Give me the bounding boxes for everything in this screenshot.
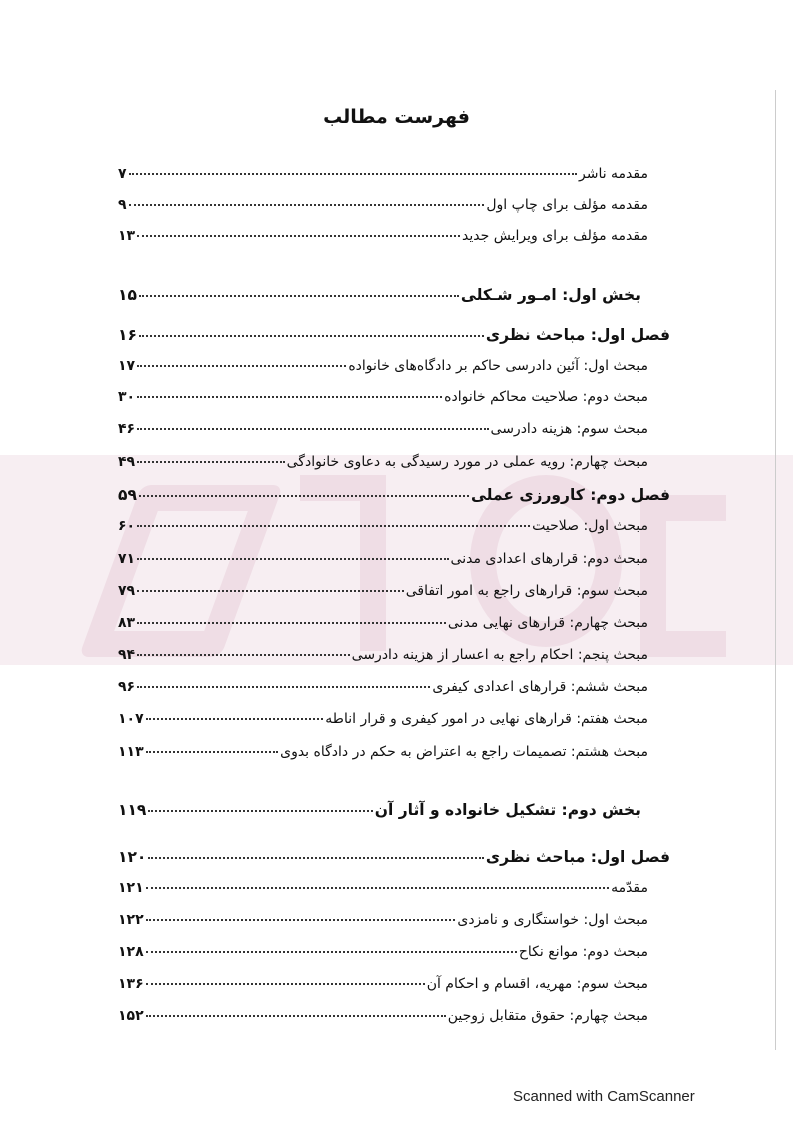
leader-dots	[137, 558, 448, 560]
leader-dots	[129, 173, 577, 175]
leader-dots	[137, 622, 446, 624]
toc-entry-title: فصل دوم: کارورزی عملی	[470, 486, 670, 504]
leader-dots	[146, 887, 609, 889]
toc-entry-page: ۱۶	[118, 326, 137, 344]
leader-dots	[137, 590, 404, 592]
toc-entry	[118, 1008, 648, 1030]
toc-entry	[118, 711, 648, 733]
toc-entry-page: ۴۹	[118, 454, 136, 470]
toc-entry-page: ۴۶	[118, 421, 136, 437]
toc-entry-page: ۹۶	[118, 679, 136, 695]
leader-dots	[137, 235, 460, 237]
toc-entry	[118, 848, 670, 870]
leader-dots	[139, 495, 469, 497]
leader-dots	[146, 751, 278, 753]
leader-dots	[129, 204, 485, 206]
toc-entry	[118, 880, 648, 902]
toc-entry-page: ۱۷	[118, 358, 136, 374]
toc-entry-title: مبحث دوم: قرارهای اعدادی مدنی	[450, 551, 648, 567]
toc-entry	[118, 197, 648, 219]
toc-entry	[118, 518, 648, 540]
toc-entry	[118, 228, 648, 250]
toc-entry-page: ۶۰	[118, 518, 136, 534]
toc-entry	[118, 551, 648, 573]
toc-entry-page: ۷	[118, 166, 127, 182]
toc-entry	[118, 615, 648, 637]
toc-entry	[118, 358, 648, 380]
toc-entry-title: بخش اول: امـور شـکلی	[460, 286, 641, 304]
toc-entry-title: مبحث سوم: قرارهای راجع به امور اتفاقی	[405, 583, 648, 599]
leader-dots	[139, 295, 459, 297]
leader-dots	[137, 365, 346, 367]
toc-entry	[118, 647, 648, 669]
toc-entry-title: مبحث چهارم: رویه عملی در مورد رسیدگی به دعاوی خانوادگی	[286, 454, 648, 470]
leader-dots	[137, 654, 350, 656]
leader-dots	[137, 461, 285, 463]
toc-entry	[118, 583, 648, 605]
toc-entry-title: فصل اول: مباحث نظری	[485, 326, 670, 344]
toc-entry	[118, 744, 648, 766]
toc-entry-page: ۷۹	[118, 583, 136, 599]
toc-entry-page: ۱۲۲	[118, 912, 144, 928]
toc-entry-title: مقدّمه	[611, 880, 648, 896]
leader-dots	[146, 718, 324, 720]
toc-entry	[118, 912, 648, 934]
toc-entry	[118, 679, 648, 701]
toc-entry	[118, 166, 648, 188]
toc-entry-page: ۷۱	[118, 551, 136, 567]
toc-entry-title: مبحث دوم: صلاحیت محاکم خانواده	[444, 389, 648, 405]
toc-entry-page: ۹۴	[118, 647, 136, 663]
leader-dots	[146, 951, 517, 953]
leader-dots	[137, 686, 430, 688]
toc-entry	[118, 326, 670, 348]
toc-entry-title: مبحث اول: آئین دادرسی حاکم بر دادگاه‌های خانواده	[348, 358, 648, 374]
toc-entry-page: ۱۲۸	[118, 944, 144, 960]
toc-entry-title: فصل اول: مباحث نظری	[485, 848, 670, 866]
scan-edge	[775, 90, 776, 1050]
toc-entry	[118, 454, 648, 476]
toc-entry	[118, 389, 648, 411]
toc-entry-page: ۱۱۳	[118, 744, 144, 760]
toc-entry-title: مبحث چهارم: حقوق متقابل زوجین	[447, 1008, 648, 1024]
toc-entry	[118, 801, 641, 823]
toc-entry	[118, 976, 648, 998]
toc-entry-page: ۱۱۹	[118, 801, 147, 819]
toc-entry-page: ۱۳	[118, 228, 136, 244]
leader-dots	[148, 857, 483, 859]
leader-dots	[146, 983, 425, 985]
toc-entry-title: مبحث پنجم: احکام راجع به اعسار از هزینه دادرسی	[351, 647, 648, 663]
toc-entry-page: ۱۳۶	[118, 976, 144, 992]
leader-dots	[148, 810, 372, 812]
toc-entry-page: ۱۰۷	[118, 711, 144, 727]
leader-dots	[137, 428, 488, 430]
toc-entry-page: ۸۳	[118, 615, 136, 631]
toc-entry-title: مبحث اول: صلاحیت	[532, 518, 648, 534]
leader-dots	[137, 525, 530, 527]
leader-dots	[146, 1015, 446, 1017]
toc-entry-page: ۱۵۲	[118, 1008, 144, 1024]
toc-entry-title: مبحث چهارم: قرارهای نهایی مدنی	[447, 615, 648, 631]
toc-entry-page: ۱۵	[118, 286, 137, 304]
toc-entry-page: ۳۰	[118, 389, 136, 405]
toc-entry-title: مقدمه مؤلف برای چاپ اول	[486, 197, 648, 213]
watermark-logo	[640, 495, 726, 657]
toc-entry-title: مبحث اول: خواستگاری و نامزدی	[457, 912, 648, 928]
leader-dots	[139, 335, 484, 337]
toc-entry-title: مقدمه ناشر	[578, 166, 648, 182]
toc-entry-page: ۱۲۰	[118, 848, 147, 866]
toc-entry-page: ۱۲۱	[118, 880, 144, 896]
toc-entry-title: مبحث هشتم: تصمیمات راجع به اعتراض به حکم در دادگاه بدوی	[280, 744, 648, 760]
toc-entry-title: مبحث هفتم: قرارهای نهایی در امور کیفری و قرار اناطه	[325, 711, 648, 727]
toc-entry	[118, 421, 648, 443]
page-title: فهرست مطالب	[323, 106, 470, 128]
toc-entry-page: ۹	[118, 197, 127, 213]
toc-entry-title: مبحث ششم: قرارهای اعدادی کیفری	[432, 679, 648, 695]
toc-entry-title: مبحث سوم: مهریه، اقسام و احکام آن	[426, 976, 648, 992]
leader-dots	[137, 396, 442, 398]
toc-entry-title: بخش دوم: تشکیل خانواده و آثار آن	[374, 801, 641, 819]
scanner-footer: Scanned with CamScanner	[513, 1088, 695, 1105]
toc-entry	[118, 486, 670, 508]
toc-entry	[118, 286, 641, 308]
toc-entry-title: مبحث دوم: موانع نکاح	[518, 944, 648, 960]
toc-entry-page: ۵۹	[118, 486, 137, 504]
toc-entry	[118, 944, 648, 966]
leader-dots	[146, 919, 456, 921]
toc-entry-title: مبحث سوم: هزینه دادرسی	[490, 421, 648, 437]
toc-entry-title: مقدمه مؤلف برای ویرایش جدید	[462, 228, 648, 244]
